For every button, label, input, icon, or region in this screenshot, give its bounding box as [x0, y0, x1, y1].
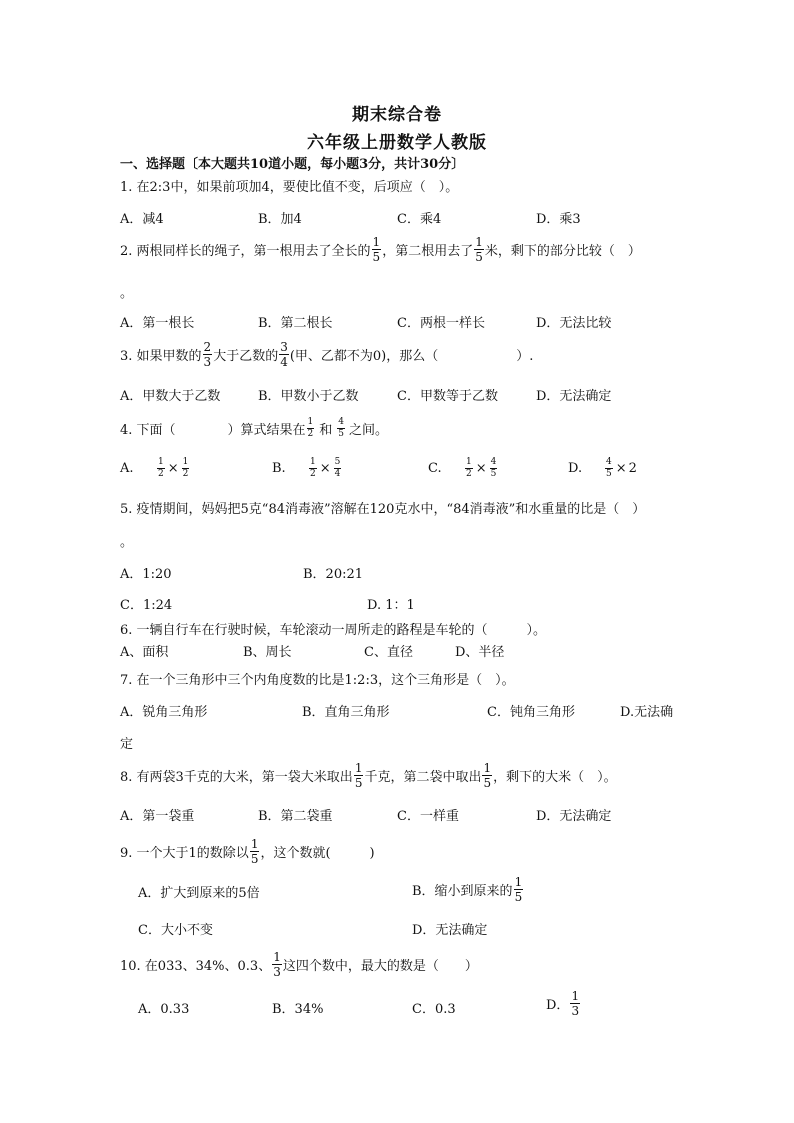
question-4-option-c: [428, 458, 498, 479]
fraction-numerator: 1: [466, 457, 472, 467]
question-8-option-c: C．一样重: [397, 809, 459, 824]
fraction-denominator: 2: [158, 469, 164, 479]
question-6-stem: 6. 一辆自行车在行驶时候，车轮滚动一周所走的路程是车轮的（ ）。: [120, 623, 547, 638]
question-5-option-d: D. 1：1: [367, 598, 415, 613]
fraction-one-fifth: [482, 762, 492, 789]
question-9-stem-part2: ，这个数就( ): [260, 846, 375, 861]
fraction-numerator: 4: [490, 457, 497, 467]
fraction-numerator: 1: [273, 950, 281, 964]
question-3-option-a: A．甲数大于乙数: [120, 389, 221, 404]
fraction-denominator: 5: [483, 776, 492, 790]
question-8-stem-part1: 8. 有两袋3千克的大米，第一袋大米取出: [120, 770, 353, 785]
question-10-stem-part2: 这四个数中，最大的数是（ ）: [282, 959, 478, 974]
question-3-stem: [120, 341, 533, 368]
fraction-numerator: 2: [203, 340, 212, 354]
times-sign: ×: [167, 461, 179, 476]
question-3-option-c: C．甲数等于乙数: [397, 389, 498, 404]
question-2-stem-part3: 米，剩下的部分比较（ ）: [484, 244, 641, 259]
question-1-option-b: B．加4: [258, 212, 302, 227]
question-2-option-a: A．第一根长: [120, 316, 195, 331]
fraction-denominator: 5: [514, 890, 523, 904]
question-7-option-d-wrap: 定: [120, 737, 134, 752]
question-6-option-d: D、半径: [455, 645, 505, 660]
fraction-numerator: 1: [354, 761, 363, 775]
question-3-option-d: D．无法确定: [536, 389, 612, 404]
question-5-stem-end: 。: [120, 535, 134, 550]
fraction-two-thirds: [203, 341, 213, 368]
question-8-option-b: B．第二袋重: [258, 809, 333, 824]
fraction-one-half: [182, 458, 190, 479]
option-label: C.: [428, 461, 442, 476]
question-9-option-a: A．扩大到原来的5倍: [138, 886, 260, 901]
fraction-denominator: 2: [466, 469, 472, 479]
fraction-denominator: 5: [250, 852, 259, 866]
question-8-option-d: D．无法确定: [536, 809, 612, 824]
question-10-stem: [120, 951, 478, 978]
question-2-option-b: B．第二根长: [258, 316, 333, 331]
question-9-stem: [120, 838, 375, 865]
question-3-stem-part3: (甲、乙都不为0)，那么（ ）.: [289, 349, 534, 364]
fraction-one-half: [157, 458, 165, 479]
question-10-option-b: B．34%: [272, 1002, 324, 1017]
option-label: A.: [120, 461, 134, 476]
fraction-one-fifth: [372, 236, 382, 263]
question-6-option-c: C、直径: [364, 645, 413, 660]
fraction-numerator: 1: [158, 457, 164, 467]
fraction-numerator: 1: [571, 989, 580, 1003]
fraction-one-half: [309, 458, 317, 479]
question-4-stem-part3: 之间。: [349, 423, 389, 438]
fraction-denominator: 3: [571, 1004, 580, 1018]
fraction-numerator: 5: [334, 457, 341, 467]
fraction-denominator: 4: [334, 469, 341, 479]
fraction-four-fifths: [490, 458, 498, 479]
fraction-one-fifth: [514, 876, 524, 903]
option-label: B.: [272, 461, 286, 476]
question-10-option-a: A．0.33: [138, 1002, 190, 1017]
fraction-numerator: 3: [280, 340, 288, 354]
fraction-one-third: [272, 951, 282, 978]
question-7-option-c: C．钝角三角形: [487, 705, 575, 720]
fraction-denominator: 5: [338, 429, 345, 439]
question-6-option-a: A、面积: [120, 645, 169, 660]
question-9-option-b: [412, 876, 524, 903]
question-4-stem: [120, 418, 388, 439]
fraction-numerator: 1: [310, 457, 316, 467]
page-title: 期末综合卷: [352, 105, 442, 125]
fraction-one-third: [570, 990, 580, 1017]
question-10-stem-part1: 10. 在033、34%、0.3、: [120, 959, 272, 974]
question-3-option-b: B．甲数小于乙数: [258, 389, 359, 404]
fraction-numerator: 1: [307, 417, 314, 427]
question-1-option-c: C．乘4: [397, 212, 442, 227]
question-1-option-a: A．减4: [120, 212, 164, 227]
question-7-option-d: D.无法确: [620, 705, 674, 720]
fraction-denominator: 5: [475, 250, 483, 264]
question-9-option-b-text: B．缩小到原来的: [412, 884, 513, 899]
times-sign: ×: [615, 461, 627, 476]
fraction-denominator: 2: [307, 429, 314, 439]
number-two: 2: [628, 461, 637, 476]
section-heading: 一、选择题〔本大题共10道小题，每小题3分，共计30分〕: [120, 157, 465, 172]
question-9-stem-part1: 9. 一个大于1的数除以: [120, 846, 249, 861]
fraction-numerator: 4: [338, 417, 345, 427]
fraction-four-fifths: [337, 418, 345, 439]
question-10-option-d-label: D．: [546, 998, 570, 1013]
question-2-stem-end: 。: [120, 286, 134, 301]
question-3-stem-part1: 3. 如果甲数的: [120, 349, 202, 364]
question-4-option-a: [120, 458, 190, 479]
question-3-stem-part2: 大于乙数的: [213, 349, 279, 364]
fraction-denominator: 2: [310, 469, 316, 479]
fraction-numerator: 1: [514, 875, 523, 889]
question-7-option-b: B．直角三角形: [302, 705, 390, 720]
fraction-numerator: 1: [182, 457, 189, 467]
question-5-stem: 5. 疫情期间，妈妈把5克“84消毒液”溶解在120克水中，“84消毒液”和水重量的比是（ ）: [120, 502, 646, 517]
fraction-five-quarters: [334, 458, 342, 479]
fraction-denominator: 3: [203, 355, 212, 369]
question-8-stem-part3: ，剩下的大米（ ）。: [493, 770, 617, 785]
fraction-denominator: 5: [606, 469, 612, 479]
question-6-option-b: B、周长: [243, 645, 292, 660]
fraction-one-half: [465, 458, 473, 479]
question-4-option-b: [272, 458, 342, 479]
fraction-denominator: 5: [372, 250, 381, 264]
fraction-numerator: 1: [250, 837, 259, 851]
question-9-option-d: D．无法确定: [412, 923, 488, 938]
fraction-four-fifths: [605, 458, 613, 479]
question-2-option-d: D．无法比较: [536, 316, 612, 331]
times-sign: ×: [319, 461, 331, 476]
fraction-numerator: 4: [606, 457, 612, 467]
question-5-option-c: C．1:24: [120, 598, 173, 613]
question-1-option-d: D．乘3: [536, 212, 581, 227]
question-5-option-a: A．1:20: [120, 567, 172, 582]
fraction-denominator: 3: [273, 965, 281, 979]
question-7-stem: 7. 在一个三角形中三个内角度数的比是1:2:3，这个三角形是（ ）。: [120, 673, 515, 688]
fraction-one-fifth: [354, 762, 364, 789]
question-2-stem-part2: ，第二根用去了: [382, 244, 474, 259]
question-4-stem-part2: 和: [319, 423, 333, 438]
question-7-option-a: A．锐角三角形: [120, 705, 208, 720]
fraction-denominator: 5: [490, 469, 497, 479]
fraction-one-fifth: [250, 838, 260, 865]
question-10-option-c: C．0.3: [412, 1002, 456, 1017]
fraction-denominator: 4: [280, 355, 288, 369]
question-1-stem: 1. 在2:3中，如果前项加4，要使比值不变，后项应（ ）。: [120, 180, 459, 195]
times-sign: ×: [475, 461, 487, 476]
question-9-option-c: C．大小不变: [138, 923, 213, 938]
fraction-numerator: 1: [475, 235, 483, 249]
fraction-numerator: 1: [483, 761, 492, 775]
question-2-option-c: C．两根一样长: [397, 316, 485, 331]
question-2-stem-part1: 2. 两根同样长的绳子，第一根用去了全长的: [120, 244, 371, 259]
question-4-option-d: [568, 458, 637, 479]
question-8-stem: [120, 762, 617, 789]
option-label: D.: [568, 461, 583, 476]
fraction-numerator: 1: [372, 235, 381, 249]
fraction-denominator: 5: [354, 776, 363, 790]
question-8-stem-part2: 千克，第二袋中取出: [364, 770, 482, 785]
question-5-option-b: B．20:21: [303, 567, 364, 582]
fraction-denominator: 2: [182, 469, 189, 479]
question-10-option-d: [546, 990, 581, 1017]
fraction-one-fifth: [474, 236, 484, 263]
page-subtitle: 六年级上册数学人教版: [307, 133, 487, 153]
fraction-one-half: [307, 418, 315, 439]
question-2-stem: [120, 236, 641, 263]
question-8-option-a: A．第一袋重: [120, 809, 195, 824]
fraction-three-quarters: [279, 341, 289, 368]
question-4-stem-part1: 4. 下面（ ）算式结果在: [120, 423, 306, 438]
